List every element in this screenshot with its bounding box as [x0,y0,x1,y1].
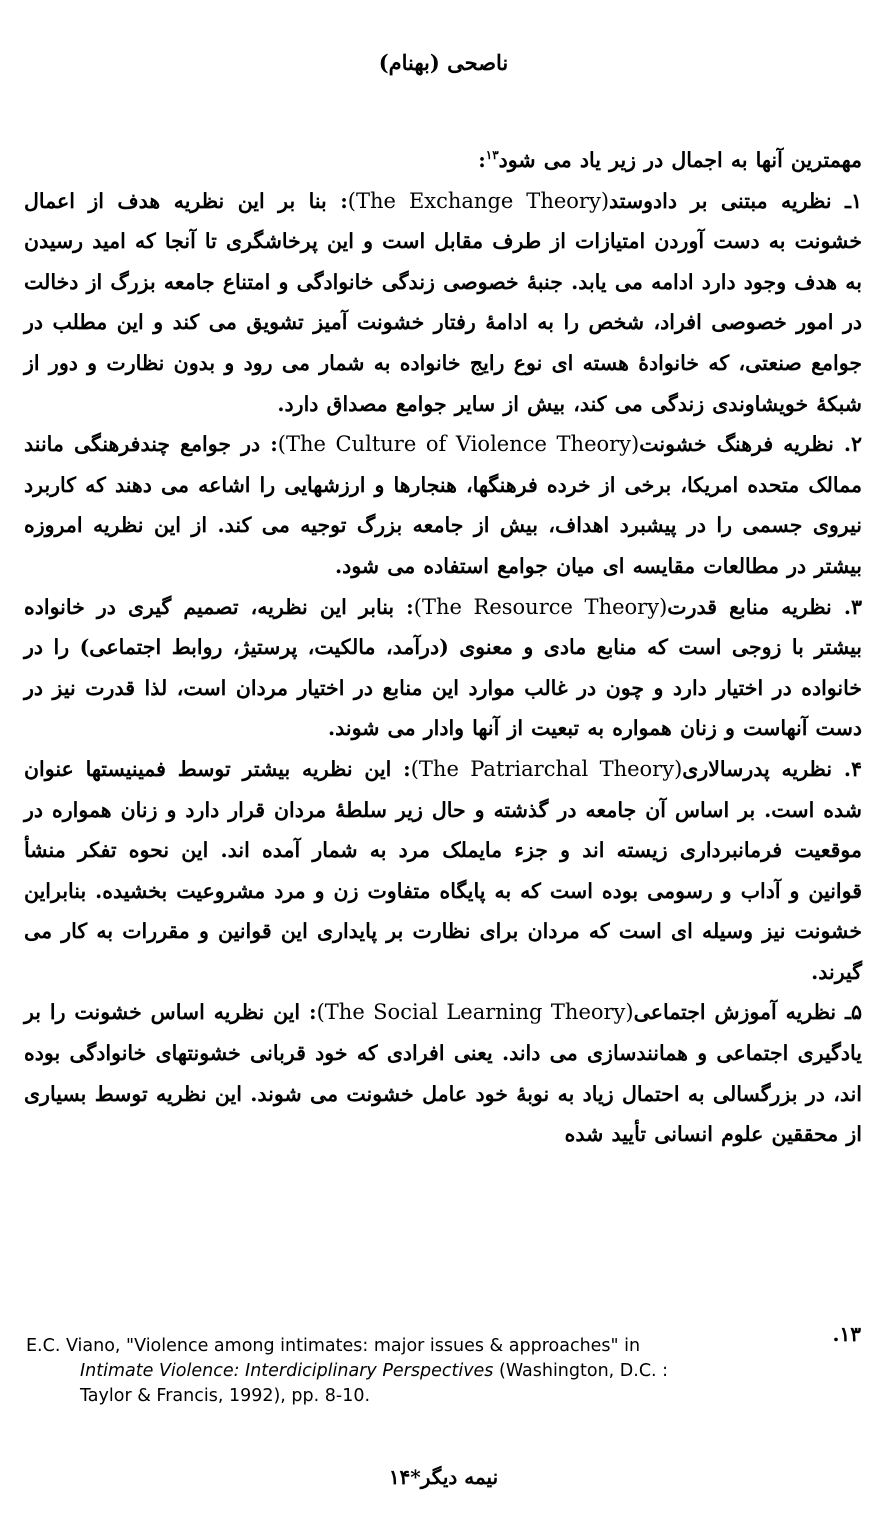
theory-label: ۳. نظریه منابع قدرت [667,594,862,619]
footnote-line-1: E.C. Viano, "Violence among intimates: major issues & approaches" in [26,1336,641,1356]
intro-colon: : [478,148,486,172]
theory-english-name: (The Patriarchal Theory) [410,756,683,781]
intro-text: مهمترین آنها به اجمال در زیر یاد می شود [498,148,862,172]
footnote-book-title: Intimate Violence: Interdiciplinary Perspectives [80,1361,494,1381]
theory-label: ۴. نظریه پدرسالاری [682,756,863,781]
theory-paragraph-social-learning [24,992,862,1154]
theory-english-name: (The Exchange Theory) [347,188,610,213]
footnote-line-2 [26,1359,816,1384]
theory-description: : این نظریه بیشتر توسط فمینیستها عنوان شده است. بر اساس آن جامعه در گذشته و حال زیر سلطهٔ مردان قرار دارد و زنان همواره در موقعیت فرمانبرداری زیسته اند و جزء مایملک مرد به شمار آمده اند. این نحوه تفکر منشأ قوانین و آداب و رسومی بوده است که به پایگاه متفاوت زن و مرد مشروعیت بخشیده. بنابراین خشونت نیز وسیله ای است که مردان برای نظارت بر پایداری این قوانین و مقررات به کار می گیرند. [24,756,862,984]
theory-paragraph-culture-of-violence [24,424,862,586]
footnote-line-3: Taylor & Francis, 1992), pp. 8-10. [80,1386,371,1406]
footnote-marker: ۱۳. [832,1322,861,1346]
theory-paragraph-exchange [24,181,862,425]
theory-english-name: (The Social Learning Theory) [316,1000,634,1025]
theory-label: ۲. نظریه فرهنگ خشونت [639,432,862,457]
theory-paragraph-resource [24,587,862,749]
intro-paragraph [24,140,862,181]
theory-description: : این نظریه اساس خشونت را بر یادگیری اجتماعی و همانندسازی می داند. یعنی افرادی که خود قربانی خشونتهای خانوادگی بوده اند، در بزرگسالی به احتمال زیاد به نوبهٔ خود عامل خشونت می شوند. این نظریه توسط بسیاری از محققین علوم انسانی تأیید شده [24,1000,862,1147]
page-footer: نیمه دیگر*۱۴ [388,1465,499,1489]
running-header: ناصحی (بهنام) [378,50,509,75]
theory-description: : در جوامع چندفرهنگی مانند ممالک متحده امریکا، برخی از خرده فرهنگها، هنجارها و ارزشهایی را اشاعه می دهند که کاربرد نیروی جسمی را در پیشبرد اهداف، بیش از جامعه بزرگ توجیه می کند. از این نظریه امروزه بیشتر در مطالعات مقایسه ای میان جوامع استفاده می شود. [24,432,862,578]
theory-english-name: (The Culture of Violence Theory) [277,432,640,457]
theory-label: ۵ـ نظریه آموزش اجتماعی [633,1000,863,1025]
footnote-publisher: (Washington, D.C. : [493,1361,669,1381]
theory-paragraph-patriarchal [24,749,862,993]
footnote-reference: ۱۳ [485,148,499,163]
footnote-citation [26,1334,816,1409]
theory-description: : بنا بر این نظریه هدف از اعمال خشونت به دست آوردن امتیازات از طرف مقابل است و این پرخاشگری تا آنجا که امید رسیدن به هدف وجود دارد ادامه می یابد. جنبهٔ خصوصی زندگی خانوادگی و امتناع جامعه بزرگ از دخالت در امور خصوصی افراد، شخص را به ادامهٔ رفتار خشونت آمیز تشویق می کند و این مطلب در جوامع صنعتی، که خانوادهٔ هسته ای نوع رایج خانواده به شمار می رود و بدون نظارت و دور از شبکهٔ خویشاوندی زندگی می کند، بیش از سایر جوامع مصداق دارد. [24,188,862,416]
body-text [24,140,862,1155]
theory-description: : بنابر این نظریه، تصمیم گیری در خانواده بیشتر با زوجی است که منابع مادی و معنوی (درآمد، مالکیت، پرستیژ، روابط اجتماعی) را در خانواده در اختیار دارد و چون در غالب موارد این منابع در اختیار مردان است، لذا قدرت نیز در دست آنهاست و زنان همواره به تبعیت از آنها وادار می شوند. [24,594,862,741]
theory-label: ۱ـ نظریه مبتنی بر دادوستد [609,188,863,213]
theory-english-name: (The Resource Theory) [413,594,668,619]
